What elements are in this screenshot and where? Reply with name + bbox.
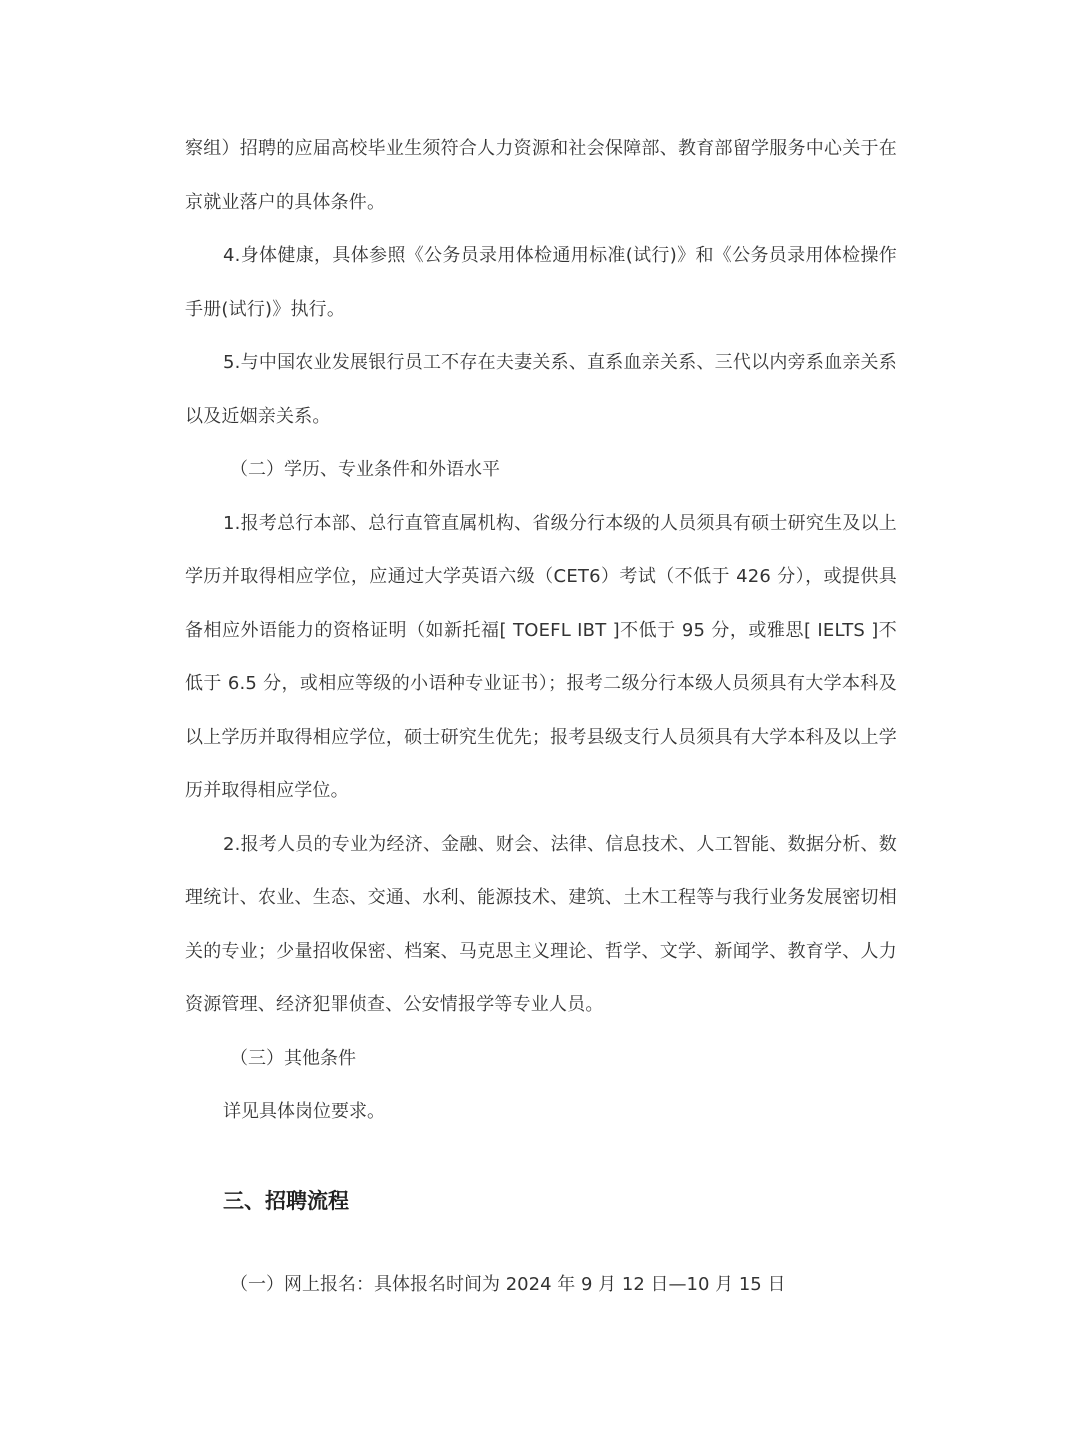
section-heading-recruitment-process: 三、招聘流程: [223, 1188, 349, 1213]
paragraph-see-positions: 详见具体岗位要求。: [223, 1101, 385, 1122]
paragraph-majors: 2.报考人员的专业为经济、金融、财会、法律、信息技术、人工智能、数据分析、数理统计、农业、生态、交通、水利、能源技术、建筑、土木工程等与我行业务发展密切相关的专业；少量招收保密、档案、马克思主义理论、哲学、文学、新闻学、教育学、人力资源管理、经济犯罪侦查、公安情报学等专业人员。: [185, 833, 897, 1015]
subheading-other-conditions: （三）其他条件: [230, 1047, 356, 1069]
subheading-education: （二）学历、专业条件和外语水平: [230, 459, 500, 480]
paragraph-beijing-residency: 察组）招聘的应届高校毕业生须符合人力资源和社会保障部、教育部留学服务中心关于在京就业落户的具体条件。: [185, 138, 897, 213]
subheading-online-registration: （一）网上报名：具体报名时间为 2024 年 9 月 12 日—10 月 15 日: [230, 1273, 786, 1295]
paragraph-degree-language: 1.报考总行本部、总行直管直属机构、省级分行本级的人员须具有硕士研究生及以上学历并取得相应学位，应通过大学英语六级（CET6）考试（不低于 426 分），或提供具备相应外语能力的资格证明（如新托福[ TOEFL IBT ]不低于 95 分，或雅思[ IELTS ]不低于 6.5 分，或相应等级的小语种专业证书）；报考二级分行本级人员须具有大学本科及以上学历并取得相应学位，硕士研究生优先；报考县级支行人员须具有大学本科及以上学历并取得相应学位。: [185, 512, 897, 801]
paragraph-relationship-requirement: 5.与中国农业发展银行员工不存在夫妻关系、直系血亲关系、三代以内旁系血亲关系以及近姻亲关系。: [185, 352, 897, 427]
document-body: [185, 122, 897, 1311]
paragraph-health-requirement: 4.身体健康，具体参照《公务员录用体检通用标准(试行)》和《公务员录用体检操作手册(试行)》执行。: [185, 245, 897, 320]
